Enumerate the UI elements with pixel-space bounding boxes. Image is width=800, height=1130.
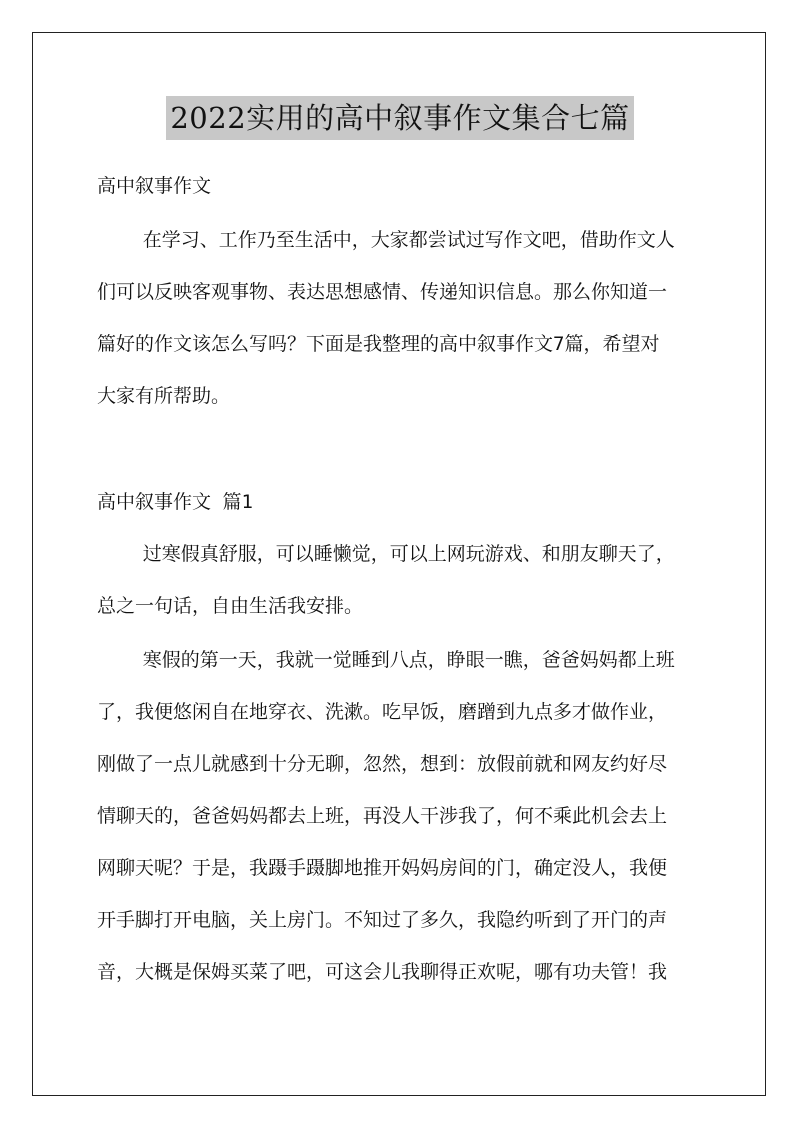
- paragraph-2: [97, 634, 709, 998]
- paragraph-line: 音，大概是保姆买菜了吧，可这会儿我聊得正欢呢，哪有功夫管！我: [97, 961, 668, 983]
- paragraph-line: 寒假的第一天，我就一觉睡到八点，睁眼一瞧，爸爸妈妈都上班: [97, 649, 675, 671]
- paragraph-line: 过寒假真舒服，可以睡懒觉，可以上网玩游戏、和朋友聊天了，: [97, 543, 675, 565]
- paragraph-line: 们可以反映客观事物、表达思想感情、传递知识信息。那么你知道一: [97, 281, 668, 303]
- intro-paragraph: [97, 214, 709, 422]
- paragraph-line: 了，我便悠闲自在地穿衣、洗漱。吃早饭，磨蹭到九点多才做作业，: [97, 701, 668, 723]
- paragraph-line: 篇好的作文该怎么写吗？下面是我整理的高中叙事作文7篇，希望对: [97, 333, 660, 355]
- heading-text: 高中叙事作文: [97, 175, 212, 197]
- paragraph-line: 大家有所帮助。: [97, 385, 231, 407]
- paragraph-line: 开手脚打开电脑，关上房门。不知过了多久，我隐约听到了开门的声: [97, 909, 668, 931]
- paragraph-1: [97, 528, 709, 632]
- paragraph-line: 刚做了一点儿就感到十分无聊，忽然，想到：放假前就和网友约好尽: [97, 753, 668, 775]
- section-heading: [97, 476, 709, 528]
- paragraph-line: 情聊天的，爸爸妈妈都去上班，再没人干涉我了，何不乘此机会去上: [97, 805, 668, 827]
- document-title: 2022实用的高中叙事作文集合七篇: [166, 96, 633, 140]
- section-heading-text: 高中叙事作文 篇1: [97, 491, 253, 513]
- heading: [97, 160, 709, 212]
- paragraph-line: 网聊天呢？于是，我蹑手蹑脚地推开妈妈房间的门，确定没人，我便: [97, 857, 668, 879]
- paragraph-line: 总之一句话，自由生活我安排。: [97, 595, 364, 617]
- paragraph-line: 在学习、工作乃至生活中，大家都尝试过写作文吧，借助作文人: [97, 229, 675, 251]
- title-container: [0, 96, 800, 140]
